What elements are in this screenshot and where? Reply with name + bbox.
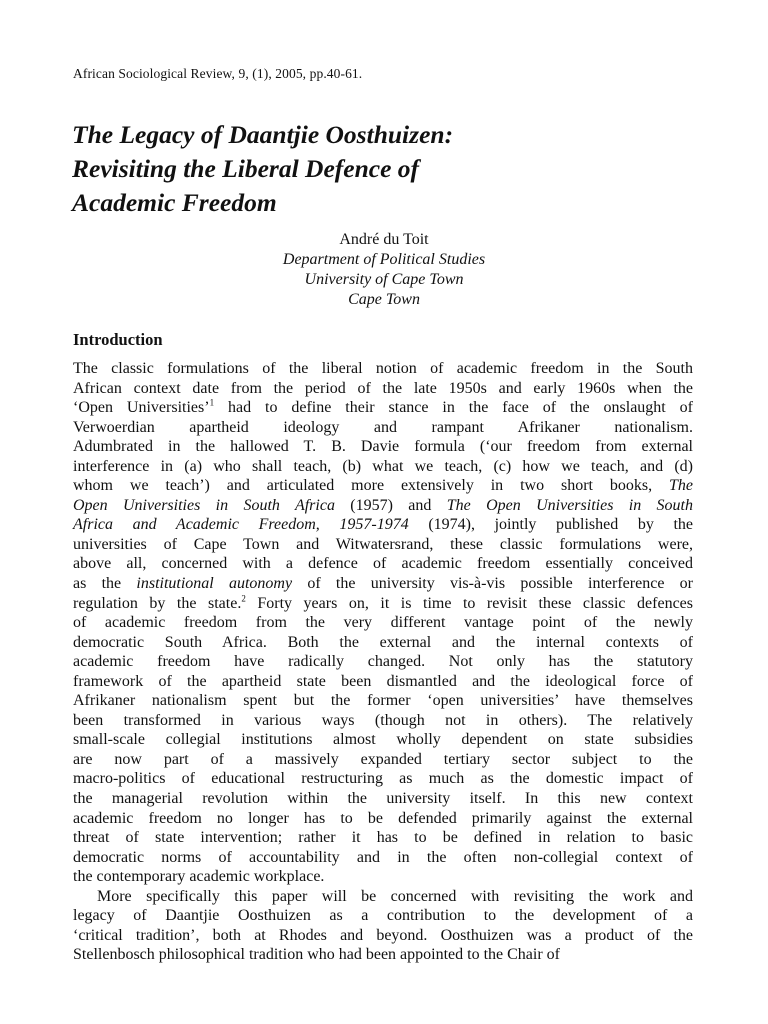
body-line xyxy=(73,887,693,907)
text-run: the contemporary academic workplace. xyxy=(73,868,325,886)
body-line xyxy=(73,926,693,946)
body-line xyxy=(73,457,693,477)
author-block xyxy=(0,230,768,310)
text-run: (1957) and xyxy=(334,496,447,514)
text-run: academic freedom have radically changed. Not only has the statutory xyxy=(73,653,693,671)
author-city: Cape Town xyxy=(348,291,420,308)
article-title xyxy=(72,118,712,220)
body-line xyxy=(73,867,693,887)
italic-text: Open Universities in South Africa xyxy=(73,496,335,514)
title-line: Revisiting the Liberal Defence of xyxy=(72,154,420,183)
text-run: democratic norms of accountability and in the often non-collegial context of xyxy=(73,848,693,866)
body-line xyxy=(73,809,693,829)
body-line xyxy=(73,594,693,614)
author-university: University of Cape Town xyxy=(304,271,464,288)
italic-text: institutional autonomy xyxy=(136,575,293,593)
italic-text: Africa and Academic Freedom, 1957-1974 xyxy=(73,516,409,534)
body-line xyxy=(73,828,693,848)
body-line xyxy=(73,515,693,535)
text-run: academic freedom no longer has to be defended primarily against the external xyxy=(73,809,693,827)
text-run: above all, concerned with a defence of academic freedom essentially conceived xyxy=(73,555,693,573)
text-run: More specifically this paper will be concerned with revisiting the work and xyxy=(73,887,693,905)
text-run: African context date from the period of the late 1950s and early 1960s when the xyxy=(73,379,693,397)
text-run: of academic freedom from the very different vantage point of the newly xyxy=(73,614,693,632)
title-line: The Legacy of Daantjie Oosthuizen: xyxy=(72,120,454,149)
text-run: framework of the apartheid state been dismantled and the ideological force of xyxy=(73,672,693,690)
text-run: of the university vis-à-vis possible interference or xyxy=(292,575,694,593)
body-line xyxy=(73,535,693,555)
body-line xyxy=(73,652,693,672)
body-line xyxy=(73,711,693,731)
body-line xyxy=(73,613,693,633)
body-line xyxy=(73,848,693,868)
text-run: ‘Open Universities’ xyxy=(73,399,210,417)
text-run: Adumbrated in the hallowed T. B. Davie formula (‘our freedom from external xyxy=(73,438,693,456)
text-run: universities of Cape Town and Witwatersrand, these classic formulations were, xyxy=(73,535,693,553)
text-run: Verwoerdian apartheid ideology and rampant Afrikaner nationalism. xyxy=(73,418,693,436)
journal-citation: African Sociological Review, 9, (1), 2005, pp.40-61. xyxy=(73,66,363,81)
body-line xyxy=(73,476,693,496)
body-line xyxy=(73,437,693,457)
body-line xyxy=(73,789,693,809)
text-run: as the xyxy=(73,575,137,593)
title-line: Academic Freedom xyxy=(72,188,277,217)
text-run: are now part of a massively expanded tertiary sector subject to the xyxy=(73,750,693,768)
footnote-mark: 2 xyxy=(241,593,246,604)
text-run: macro-politics of educational restructuring as much as the domestic impact of xyxy=(73,770,693,788)
body-line xyxy=(73,945,693,965)
author-name: André du Toit xyxy=(339,231,429,248)
text-run: small-scale collegial institutions almost wholly dependent on state subsidies xyxy=(73,731,693,749)
text-run: threat of state intervention; rather it has to be defined in relation to basic xyxy=(73,829,693,847)
body-line xyxy=(73,750,693,770)
text-run: had to define their stance in the face of the onslaught of xyxy=(214,399,693,417)
body-line xyxy=(73,730,693,750)
text-run: the managerial revolution within the university itself. In this new context xyxy=(73,790,693,808)
text-run: democratic South Africa. Both the external and the internal contexts of xyxy=(73,633,693,651)
italic-text: The Open Universities in South xyxy=(446,496,693,514)
footnote-mark: 1 xyxy=(209,397,215,408)
body-line xyxy=(73,379,693,399)
text-run: The classic formulations of the liberal notion of academic freedom in the South xyxy=(73,360,693,377)
body-line xyxy=(73,554,693,574)
italic-text: The xyxy=(669,477,693,495)
text-run: legacy of Daantjie Oosthuizen as a contribution to the development of a xyxy=(73,907,693,925)
body-line xyxy=(73,633,693,653)
text-run: Forty years on, it is time to revisit these classic defences xyxy=(245,594,693,612)
text-run: Stellenbosch philosophical tradition who had been appointed to the Chair of xyxy=(73,946,561,964)
body-line xyxy=(73,691,693,711)
text-run: regulation by the state. xyxy=(73,594,242,612)
text-run: been transformed in various ways (though not in others). The relatively xyxy=(73,711,693,729)
body-line xyxy=(73,906,693,926)
text-run: Afrikaner nationalism spent but the former ‘open universities’ have themselves xyxy=(73,692,693,710)
body-line xyxy=(73,574,693,594)
body-line xyxy=(73,398,693,418)
body-line xyxy=(73,769,693,789)
text-run: interference in (a) who shall teach, (b) what we teach, (c) how we teach, and (d) xyxy=(73,457,693,475)
body-line xyxy=(73,418,693,438)
author-department: Department of Political Studies xyxy=(282,251,486,268)
body-line xyxy=(73,672,693,692)
body-line xyxy=(73,359,693,379)
text-run: ‘critical tradition’, both at Rhodes and beyond. Oosthuizen was a product of the xyxy=(73,926,693,944)
body-line xyxy=(73,496,693,516)
text-run: whom we teach’) and articulated more extensively in two short books, xyxy=(73,477,669,495)
body-text xyxy=(73,359,693,965)
text-run: (1974), jointly published by the xyxy=(408,516,694,534)
section-heading: Introduction xyxy=(73,330,163,349)
